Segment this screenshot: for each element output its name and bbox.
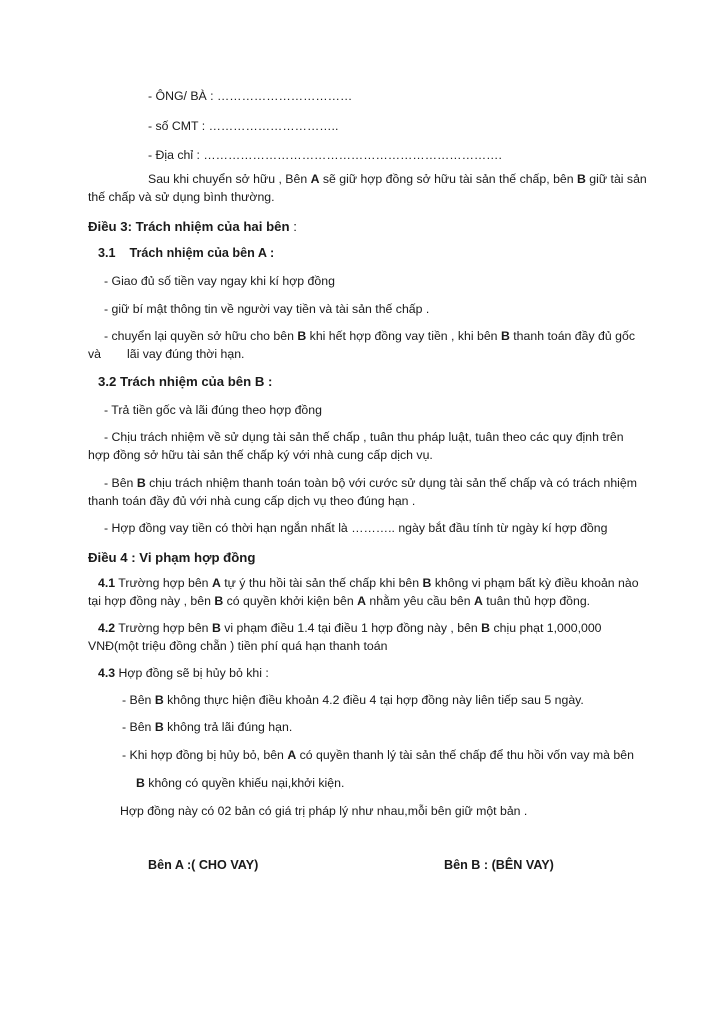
- clause-4-2-line-1: 4.2 Trường hợp bên B vi phạm điều 1.4 tại điều 1 hợp đồng này , bên B chịu phạt 1,000,000: [98, 621, 602, 635]
- after-transfer-line-1: Sau khi chuyển sở hữu , Bên A sẽ giữ hợp đồng sở hữu tài sản thế chấp, bên B giữ tài sản: [148, 172, 647, 186]
- party-b-duty-4: - Hợp đồng vay tiền có thời hạn ngắn nhất là ……….. ngày bắt đầu tính từ ngày kí hợp đồng: [104, 521, 608, 535]
- after-transfer-line-2: thế chấp và sử dụng bình thường.: [88, 190, 275, 204]
- name-field: - ÔNG/ BÀ : ……………………………: [148, 89, 353, 103]
- signature-party-b: Bên B : (BÊN VAY): [444, 858, 554, 872]
- signature-party-a: Bên A :( CHO VAY): [148, 858, 259, 872]
- article-4-heading: Điều 4 : Vi phạm hợp đồng: [88, 550, 256, 565]
- party-b-duty-3-line-2: thanh toán đầy đủ với nhà cung cấp dịch vụ theo đúng hạn .: [88, 494, 416, 508]
- copies-statement: Hợp đồng này có 02 bản có giá trị pháp lý như nhau,mỗi bên giữ một bản .: [120, 804, 528, 818]
- party-b-duty-2-line-2: hợp đồng sở hữu tài sản thế chấp ký với nhà cung cấp dịch vụ.: [88, 448, 433, 462]
- party-b-duty-3-line-1: - Bên B chịu trách nhiệm thanh toán toàn bộ với cước sử dụng tài sản thế chấp và có trách nhiệm: [104, 476, 637, 490]
- party-a-duty-3-line-1: - chuyển lại quyền sở hữu cho bên B khi hết hợp đồng vay tiền , khi bên B thanh toán đầy đủ gốc: [104, 329, 635, 343]
- clause-4-2-line-2: VNĐ(một triệu đồng chẵn ) tiền phí quá hạn thanh toán: [88, 639, 388, 653]
- section-3-1-heading: 3.1 Trách nhiệm của bên A :: [98, 246, 275, 260]
- clause-4-3-heading: 4.3 Hợp đồng sẽ bị hủy bỏ khi :: [98, 666, 269, 680]
- article-3-heading: Điều 3: Trách nhiệm của hai bên :: [88, 219, 297, 234]
- party-a-duty-2: - giữ bí mật thông tin về người vay tiền và tài sản thế chấp .: [104, 302, 430, 316]
- id-number-field: - số CMT : …………………………..: [148, 119, 339, 133]
- party-b-duty-2-line-1: - Chịu trách nhiệm về sử dụng tài sản thế chấp , tuân thu pháp luật, tuân theo các quy định trên: [104, 430, 624, 444]
- cancel-condition-2: - Bên B không trả lãi đúng hạn.: [122, 720, 293, 734]
- cancel-condition-1: - Bên B không thực hiện điều khoản 4.2 điều 4 tại hợp đồng này liên tiếp sau 5 ngày.: [122, 693, 584, 707]
- cancel-condition-3-line-2: B không có quyền khiếu nại,khởi kiện.: [136, 776, 345, 790]
- party-b-duty-1: - Trả tiền gốc và lãi đúng theo hợp đồng: [104, 403, 322, 417]
- party-a-duty-3-line-2: và lãi vay đúng thời hạn.: [88, 347, 245, 361]
- section-3-2-heading: 3.2 Trách nhiệm của bên B :: [98, 374, 273, 389]
- address-field: - Địa chỉ : ……………………………………………………………….: [148, 148, 502, 162]
- party-a-duty-1: - Giao đủ số tiền vay ngay khi kí hợp đồng: [104, 274, 335, 288]
- clause-4-1-line-2: tại hợp đồng này , bên B có quyền khởi kiện bên A nhằm yêu cầu bên A tuân thủ hợp đồng.: [88, 594, 591, 608]
- cancel-condition-3-line-1: - Khi hợp đồng bị hủy bỏ, bên A có quyền thanh lý tài sản thế chấp để thu hồi vốn vay mà bên: [122, 748, 634, 762]
- clause-4-1-line-1: 4.1 Trường hợp bên A tự ý thu hồi tài sản thế chấp khi bên B không vi phạm bất kỳ điều khoản nào: [98, 576, 639, 590]
